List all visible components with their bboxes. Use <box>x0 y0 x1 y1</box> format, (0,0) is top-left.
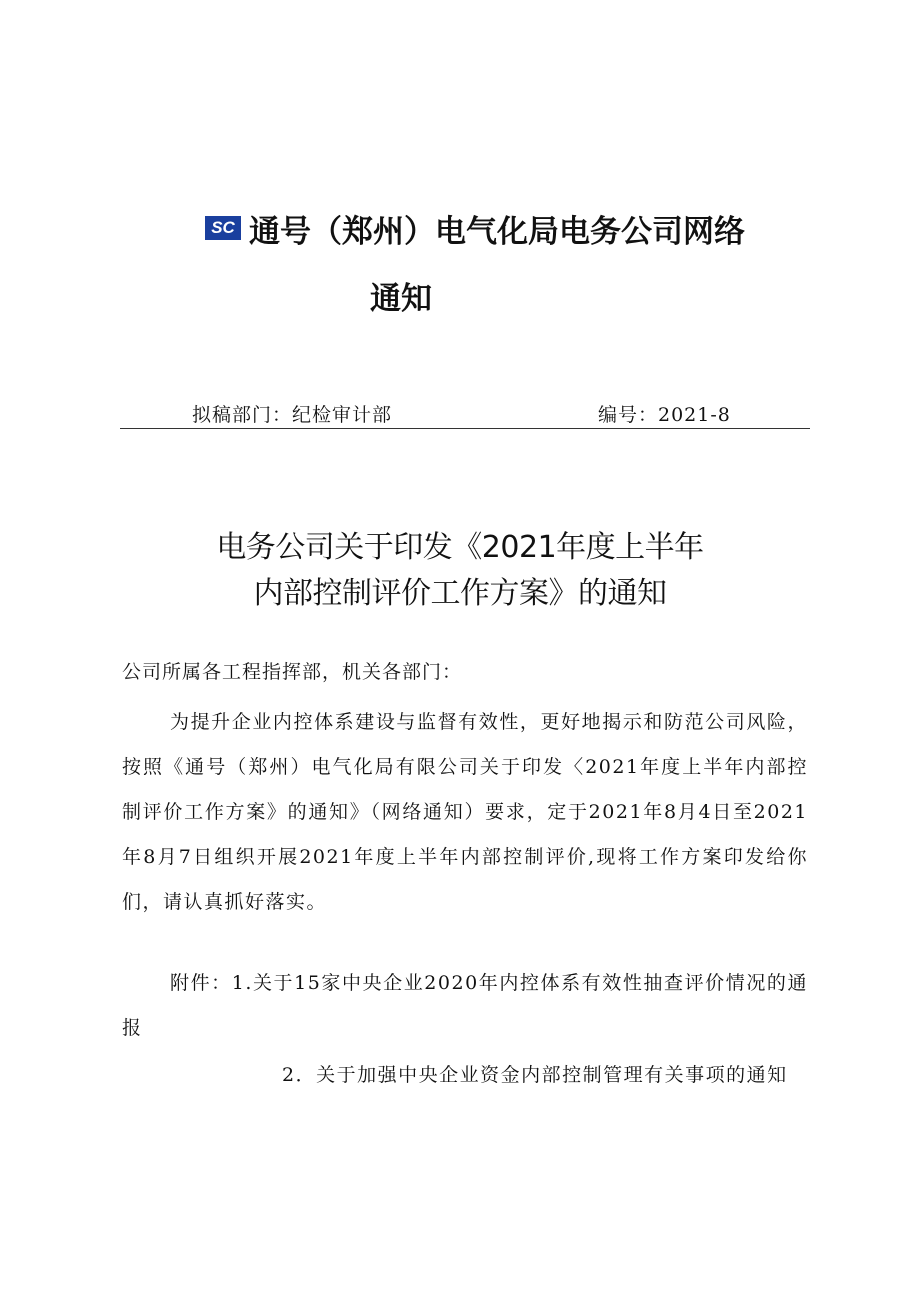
org-name-line-2: 通知 <box>370 281 432 317</box>
org-name: 通号（郑州）电气化局电务公司网络 <box>249 213 745 250</box>
body-paragraph: 为提升企业内控体系建设与监督有效性，更好地揭示和防范公司风险，按照《通号（郑州）电气化局有限公司关于印发〈2021年度上半年内部控制评价工作方案》的通知》（网络通知）要求，定于2021年8月4日至2021年8月7日组织开展2021年度上半年内部控制评价,现将工作方案印发给你们，请认真抓好落实。 <box>122 711 808 913</box>
attachment-1: 附件：1.关于15家中央企业2020年内控体系有效性抽查评价情况的通报 <box>122 972 808 1039</box>
company-logo: SC <box>205 216 241 240</box>
meta-row <box>120 398 810 429</box>
title-line-2: 内部控制评价工作方案》的通知 <box>253 576 667 611</box>
title-line-1: 电务公司关于印发《2021年度上半年 <box>216 530 704 565</box>
document-number: 编号：2021-8 <box>598 404 731 426</box>
attachment-2: 2．关于加强中央企业资金内部控制管理有关事项的通知 <box>282 1064 788 1086</box>
document-title <box>0 525 920 617</box>
drafting-department: 拟稿部门：纪检审计部 <box>192 404 393 426</box>
header-line-1 <box>205 205 845 251</box>
document-header <box>205 205 845 317</box>
addressee: 公司所属各工程指挥部，机关各部门： <box>122 661 463 683</box>
